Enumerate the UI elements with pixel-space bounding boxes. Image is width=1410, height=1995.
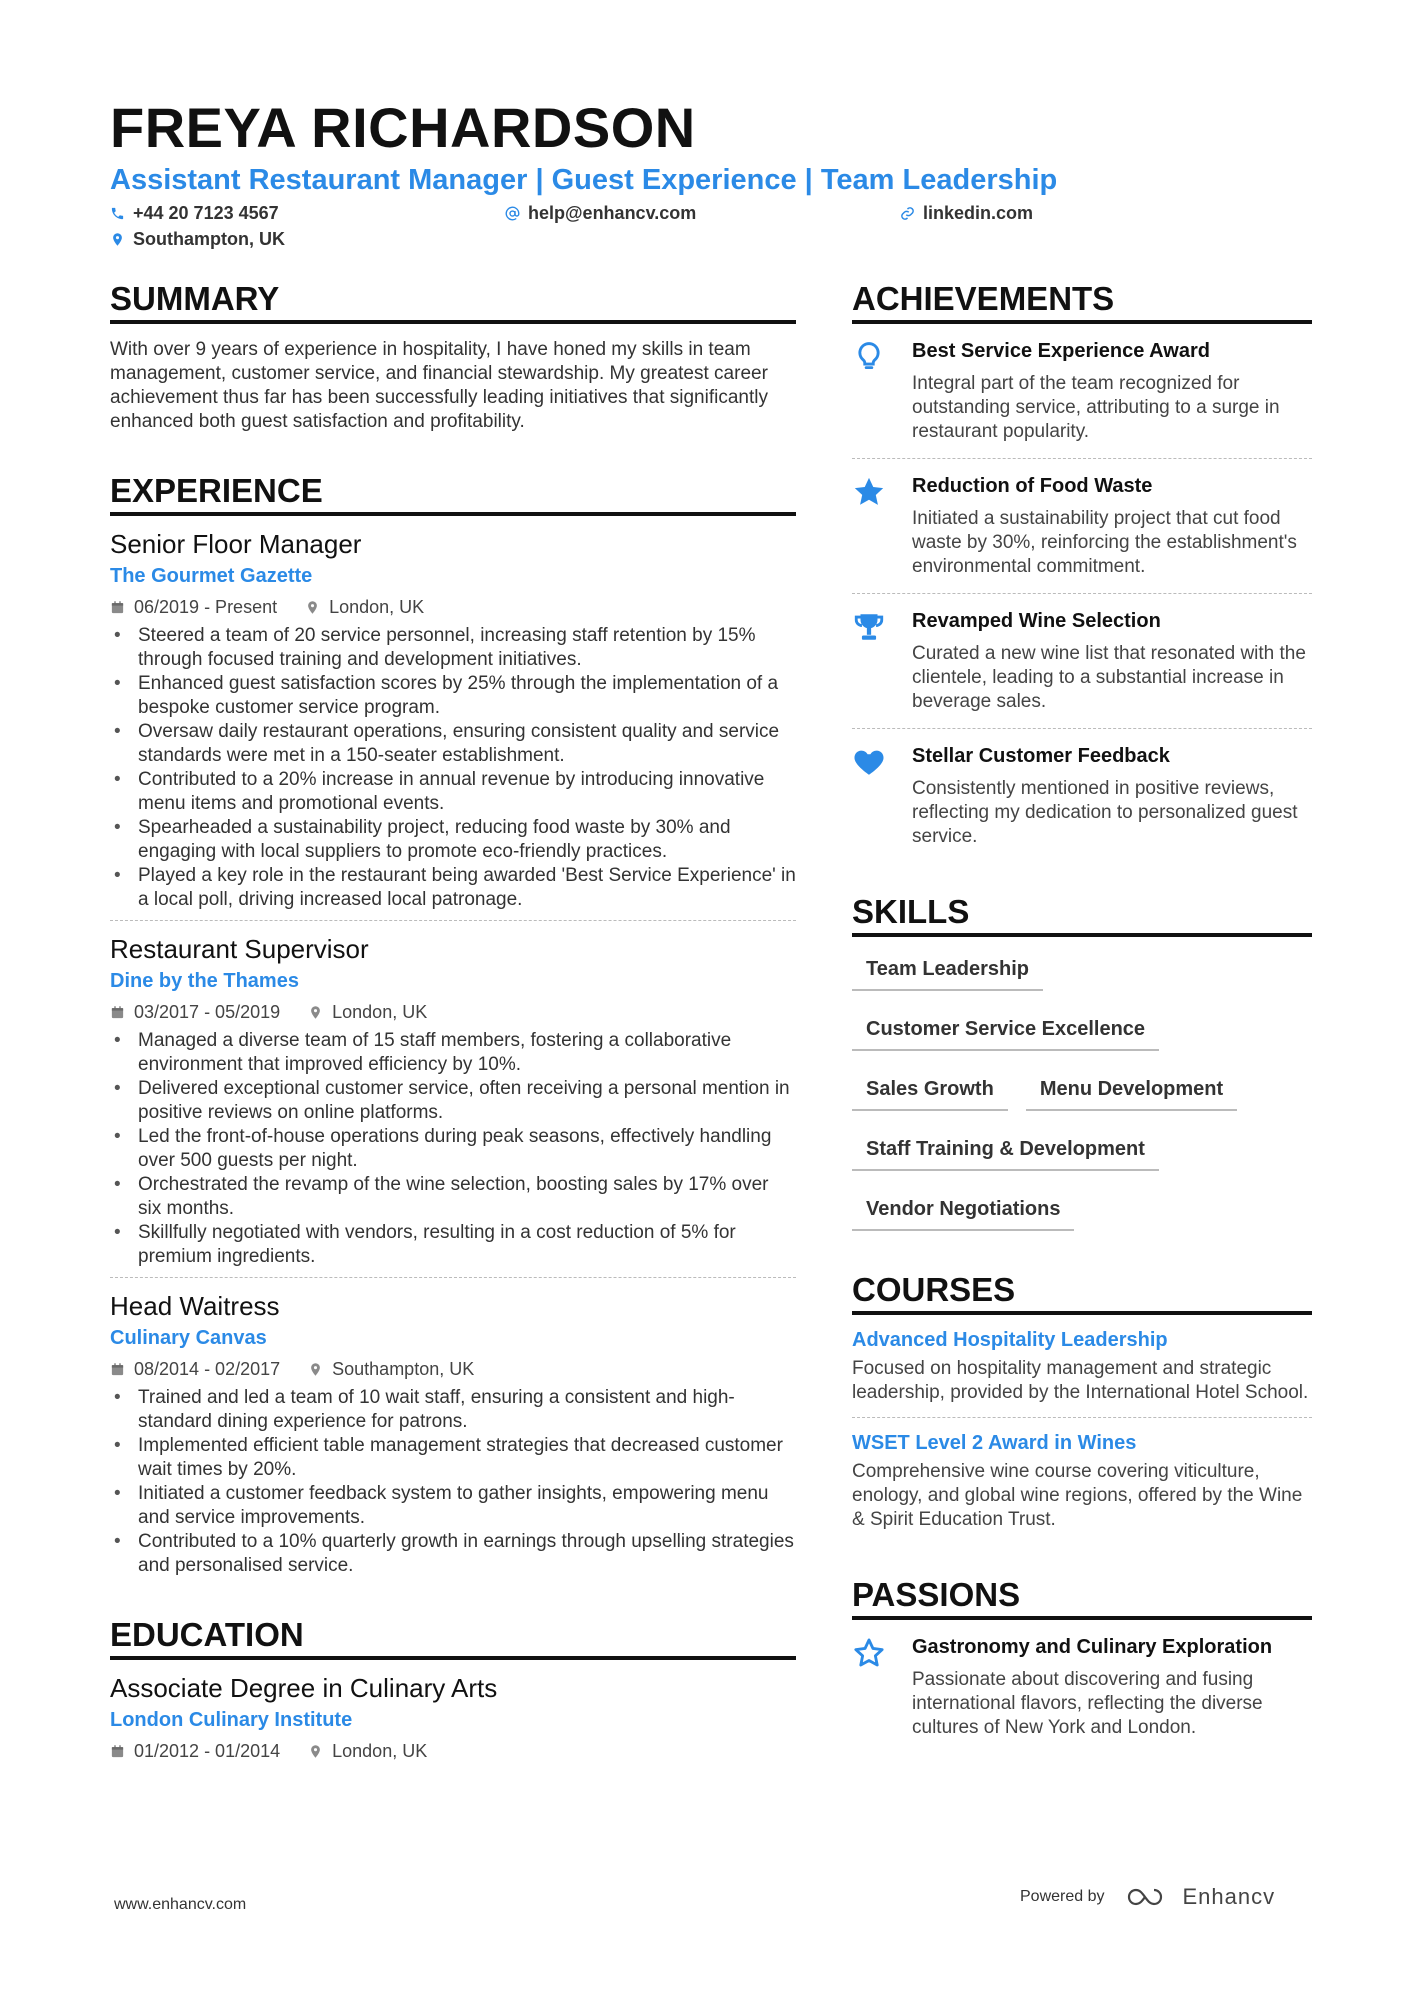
education-location-text: London, UK bbox=[332, 1741, 428, 1761]
brand-name: Enhancv bbox=[1182, 1884, 1276, 1909]
contact-info bbox=[110, 201, 1310, 255]
job-entry bbox=[110, 920, 796, 1277]
lightbulb-icon bbox=[852, 340, 886, 374]
achievement-item bbox=[852, 593, 1312, 728]
job-dates-text: 03/2017 - 05/2019 bbox=[134, 1002, 281, 1022]
job-meta bbox=[110, 596, 796, 618]
course-title: WSET Level 2 Award in Wines bbox=[852, 1432, 1137, 1454]
achievements-heading: ACHIEVEMENTS bbox=[852, 278, 1312, 324]
achievement-body bbox=[912, 473, 1312, 579]
map-pin-icon bbox=[305, 600, 320, 615]
skill-tag: Vendor Negotiations bbox=[852, 1189, 1074, 1231]
contact-phone bbox=[110, 201, 279, 225]
job-location-text: Southampton, UK bbox=[332, 1359, 475, 1379]
calendar-icon bbox=[110, 1744, 125, 1759]
summary-section bbox=[110, 278, 796, 434]
achievement-item bbox=[852, 324, 1312, 458]
job-bullet: • Contributed to a 10% quarterly growth in earnings through upselling strategies and personalised service. bbox=[110, 1530, 796, 1578]
achievement-title: Revamped Wine Selection bbox=[912, 610, 1161, 632]
job-bullets bbox=[110, 1386, 796, 1578]
job-title: Senior Floor Manager bbox=[110, 529, 362, 559]
star-outline-icon bbox=[852, 1636, 886, 1670]
job-bullet: • Led the front-of-house operations during peak seasons, effectively handling over 500 guests per night. bbox=[110, 1125, 796, 1173]
achievement-icon-wrap bbox=[852, 338, 912, 444]
right-column bbox=[852, 278, 1312, 1790]
achievement-desc: Integral part of the team recognized for outstanding service, attributing to a surge in restaurant popularity. bbox=[912, 373, 1280, 442]
calendar-icon bbox=[110, 1362, 125, 1377]
calendar-icon bbox=[110, 600, 125, 615]
phone-icon bbox=[110, 206, 125, 221]
job-location bbox=[305, 596, 424, 618]
job-bullet: • Trained and led a team of 10 wait staff, ensuring a consistent and high-standard dining experience for patrons. bbox=[110, 1386, 796, 1434]
star-icon bbox=[852, 475, 886, 509]
courses-heading: COURSES bbox=[852, 1269, 1312, 1315]
education-location bbox=[308, 1740, 427, 1762]
job-bullet: • Orchestrated the revamp of the wine selection, boosting sales by 17% over six months. bbox=[110, 1173, 796, 1221]
trophy-icon bbox=[852, 610, 886, 644]
job-dates bbox=[110, 596, 277, 618]
linkedin-text: linkedin.com bbox=[923, 203, 1034, 223]
phone-text: +44 20 7123 4567 bbox=[133, 203, 279, 223]
job-bullet: • Contributed to a 20% increase in annual revenue by introducing innovative menu items and promotional events. bbox=[110, 768, 796, 816]
job-bullet: • Spearheaded a sustainability project, reducing food waste by 30% and engaging with local suppliers to promote eco-friendly practices. bbox=[110, 816, 796, 864]
job-dates-text: 06/2019 - Present bbox=[134, 597, 278, 617]
link-icon bbox=[900, 206, 915, 221]
job-location bbox=[308, 1358, 474, 1380]
map-pin-icon bbox=[308, 1744, 323, 1759]
skill-tag: Staff Training & Development bbox=[852, 1129, 1159, 1171]
skills-list bbox=[852, 949, 1312, 1249]
education-section bbox=[110, 1614, 796, 1770]
job-bullet: • Oversaw daily restaurant operations, ensuring consistent quality and service standards were met in a 150-seater establishment. bbox=[110, 720, 796, 768]
degree-title: Associate Degree in Culinary Arts bbox=[110, 1673, 498, 1703]
job-bullet: • Managed a diverse team of 15 staff members, fostering a collaborative environment that improved efficiency by 10%. bbox=[110, 1029, 796, 1077]
passion-item bbox=[852, 1620, 1312, 1754]
job-meta bbox=[110, 1001, 796, 1023]
candidate-headline: Assistant Restaurant Manager | Guest Experience | Team Leadership bbox=[110, 164, 1058, 196]
map-pin-icon bbox=[308, 1005, 323, 1020]
achievement-title: Stellar Customer Feedback bbox=[912, 745, 1170, 767]
achievement-body bbox=[912, 743, 1312, 849]
achievement-desc: Curated a new wine list that resonated with the clientele, leading to a substantial increase in beverage sales. bbox=[912, 643, 1306, 712]
skill-tag: Customer Service Excellence bbox=[852, 1009, 1159, 1051]
achievement-body bbox=[912, 338, 1312, 444]
job-title: Restaurant Supervisor bbox=[110, 934, 369, 964]
left-column bbox=[110, 278, 796, 1806]
experience-section bbox=[110, 470, 796, 1586]
footer-branding bbox=[1020, 1884, 1275, 1910]
job-title: Head Waitress bbox=[110, 1291, 280, 1321]
job-bullet: • Played a key role in the restaurant being awarded 'Best Service Experience' in a local poll, driving increased local patronage. bbox=[110, 864, 796, 912]
passion-title: Gastronomy and Culinary Exploration bbox=[912, 1636, 1273, 1658]
job-bullet: • Steered a team of 20 service personnel, increasing staff retention by 15% through focused training and development initiatives. bbox=[110, 624, 796, 672]
skill-tag: Sales Growth bbox=[852, 1069, 1008, 1111]
achievement-icon-wrap bbox=[852, 608, 912, 714]
heart-icon bbox=[852, 745, 886, 779]
calendar-icon bbox=[110, 1005, 125, 1020]
achievement-desc: Initiated a sustainability project that cut food waste by 30%, reinforcing the establishment's environmental commitment. bbox=[912, 508, 1297, 577]
achievement-item bbox=[852, 728, 1312, 863]
job-entry bbox=[110, 1277, 796, 1586]
email-text: help@enhancv.com bbox=[528, 203, 697, 223]
contact-location bbox=[110, 227, 285, 251]
footer-website[interactable]: www.enhancv.com bbox=[114, 1896, 247, 1913]
job-entry bbox=[110, 516, 796, 920]
achievement-desc: Consistently mentioned in positive reviews, reflecting my dedication to personalized guest service. bbox=[912, 778, 1298, 847]
summary-text: With over 9 years of experience in hospitality, I have honed my skills in team management, customer service, and financial stewardship. My greatest career achievement thus far has been successfully leading initiatives that significantly enhanced both guest satisfaction and profitability. bbox=[110, 339, 768, 432]
resume-header bbox=[110, 96, 1310, 255]
location-text: Southampton, UK bbox=[133, 229, 285, 249]
skill-tag: Menu Development bbox=[1026, 1069, 1237, 1111]
course-item bbox=[852, 1315, 1312, 1417]
achievement-title: Reduction of Food Waste bbox=[912, 475, 1153, 497]
job-dates bbox=[110, 1358, 280, 1380]
skill-tag: Team Leadership bbox=[852, 949, 1043, 991]
contact-linkedin[interactable] bbox=[900, 201, 1033, 225]
job-meta bbox=[110, 1358, 796, 1380]
job-bullet: • Delivered exceptional customer service, often receiving a personal mention in positive reviews on online platforms. bbox=[110, 1077, 796, 1125]
passion-body bbox=[912, 1634, 1312, 1740]
achievement-title: Best Service Experience Award bbox=[912, 340, 1210, 362]
education-heading: EDUCATION bbox=[110, 1614, 796, 1660]
education-entry bbox=[110, 1660, 796, 1770]
job-location bbox=[308, 1001, 427, 1023]
powered-by-text: Powered by bbox=[1020, 1888, 1105, 1905]
candidate-name: FREYA RICHARDSON bbox=[110, 96, 696, 159]
job-bullet: • Implemented efficient table management strategies that decreased customer wait times by 20%. bbox=[110, 1434, 796, 1482]
skills-heading: SKILLS bbox=[852, 891, 1312, 937]
summary-heading: SUMMARY bbox=[110, 278, 796, 324]
passion-icon-wrap bbox=[852, 1634, 912, 1740]
enhancv-logo-icon bbox=[1125, 1884, 1171, 1910]
skills-section bbox=[852, 891, 1312, 1249]
job-location-text: London, UK bbox=[329, 597, 425, 617]
passions-heading: PASSIONS bbox=[852, 1574, 1312, 1620]
map-pin-icon bbox=[110, 232, 125, 247]
education-dates-text: 01/2012 - 01/2014 bbox=[134, 1741, 281, 1761]
achievement-icon-wrap bbox=[852, 743, 912, 849]
course-title: Advanced Hospitality Leadership bbox=[852, 1329, 1168, 1351]
job-bullets bbox=[110, 624, 796, 912]
job-company: Dine by the Thames bbox=[110, 970, 299, 992]
course-desc: Comprehensive wine course covering viticulture, enology, and global wine regions, offered by the Wine & Spirit Education Trust. bbox=[852, 1461, 1303, 1530]
job-bullets bbox=[110, 1029, 796, 1269]
job-location-text: London, UK bbox=[332, 1002, 428, 1022]
passions-section bbox=[852, 1574, 1312, 1754]
school-name: London Culinary Institute bbox=[110, 1709, 353, 1731]
achievements-section bbox=[852, 278, 1312, 863]
contact-email[interactable] bbox=[505, 201, 696, 225]
achievement-icon-wrap bbox=[852, 473, 912, 579]
job-bullet: • Enhanced guest satisfaction scores by 25% through the implementation of a bespoke customer service program. bbox=[110, 672, 796, 720]
job-company: The Gourmet Gazette bbox=[110, 565, 313, 587]
achievement-body bbox=[912, 608, 1312, 714]
job-bullet: • Skillfully negotiated with vendors, resulting in a cost reduction of 5% for premium ingredients. bbox=[110, 1221, 796, 1269]
courses-section bbox=[852, 1269, 1312, 1544]
at-sign-icon bbox=[505, 206, 520, 221]
job-dates-text: 08/2014 - 02/2017 bbox=[134, 1359, 281, 1379]
job-company: Culinary Canvas bbox=[110, 1327, 267, 1349]
education-meta bbox=[110, 1740, 796, 1762]
map-pin-icon bbox=[308, 1362, 323, 1377]
achievement-item bbox=[852, 458, 1312, 593]
course-desc: Focused on hospitality management and strategic leadership, provided by the International Hotel School. bbox=[852, 1358, 1309, 1403]
course-item bbox=[852, 1417, 1312, 1544]
experience-heading: EXPERIENCE bbox=[110, 470, 796, 516]
job-dates bbox=[110, 1001, 280, 1023]
education-dates bbox=[110, 1740, 280, 1762]
passion-desc: Passionate about discovering and fusing international flavors, reflecting the diverse cultures of New York and London. bbox=[912, 1669, 1263, 1738]
job-bullet: • Initiated a customer feedback system to gather insights, empowering menu and service improvements. bbox=[110, 1482, 796, 1530]
